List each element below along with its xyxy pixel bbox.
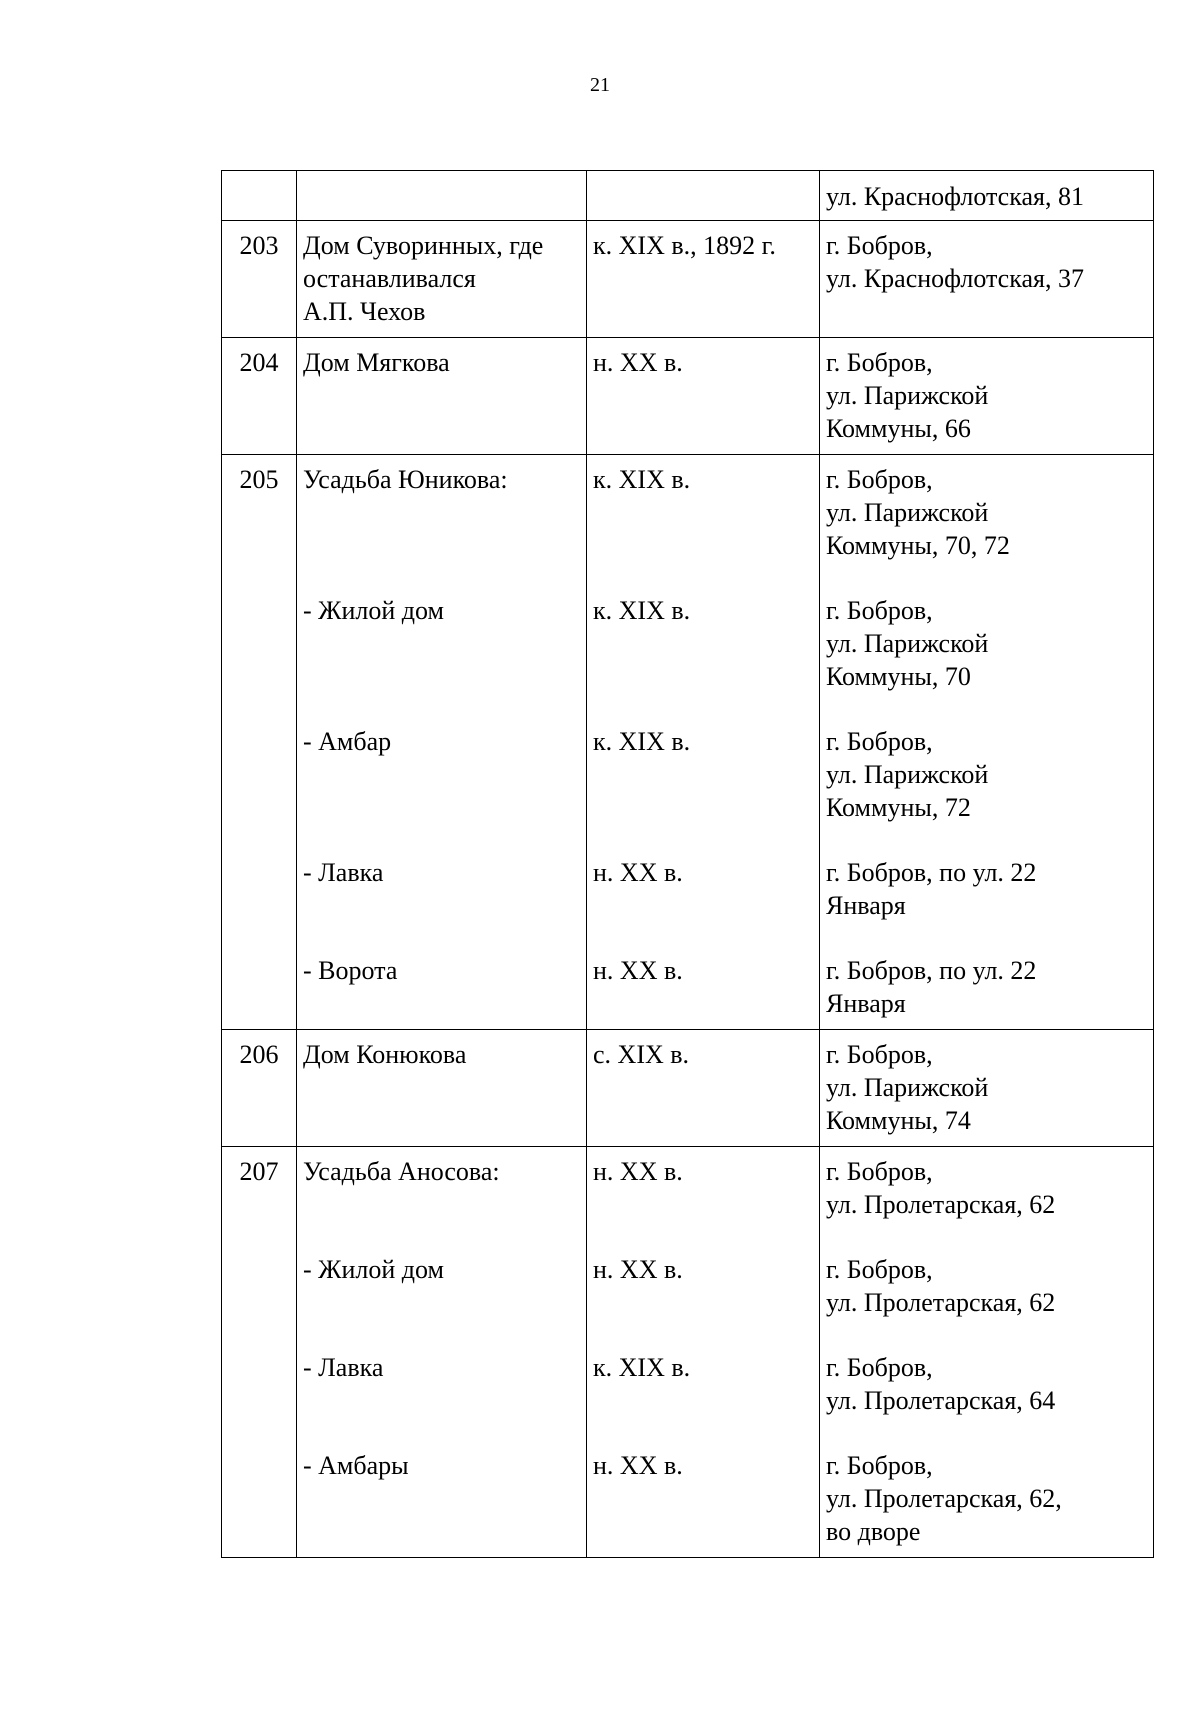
entry-block — [303, 346, 581, 445]
address-line: г. Бобров, по ул. 22 — [826, 956, 1037, 985]
object-name-line: Дом Конюкова — [303, 1040, 467, 1069]
address-line: ул. Краснофлотская, 81 — [826, 182, 1084, 211]
object-number: 203 — [239, 231, 279, 260]
object-name-cell — [297, 1147, 587, 1558]
address-line: ул. Пролетарская, 64 — [826, 1386, 1056, 1415]
address-line: г. Бобров, — [826, 1451, 933, 1480]
object-address-cell — [820, 1147, 1154, 1558]
entry-block — [303, 463, 581, 562]
entry-block — [593, 1155, 814, 1221]
object-name-cell — [297, 338, 587, 455]
object-date-cell — [587, 338, 820, 455]
object-date-line: к. XIX в. — [593, 465, 691, 494]
entry-block — [826, 594, 1148, 693]
entry-block — [826, 725, 1148, 824]
address-line: г. Бобров, — [826, 231, 933, 260]
entry-block — [593, 594, 814, 693]
address-line: ул. Пролетарская, 62, — [826, 1484, 1062, 1513]
entry-block — [593, 1038, 814, 1137]
entry-block — [826, 1155, 1148, 1221]
entry-block — [593, 463, 814, 562]
table-row — [222, 1030, 1154, 1147]
object-number: 205 — [239, 465, 279, 494]
object-date-line: н. XX в. — [593, 956, 683, 985]
entry-block — [593, 346, 814, 445]
object-address-cell — [820, 171, 1154, 221]
address-line: Коммуны, 66 — [826, 414, 971, 443]
object-date-line: н. XX в. — [593, 1157, 683, 1186]
object-number-cell — [222, 1030, 297, 1147]
entry-block — [826, 229, 1148, 328]
heritage-register-table — [221, 170, 1154, 1558]
table-row — [222, 338, 1154, 455]
address-line: Января — [826, 989, 906, 1018]
entry-block — [826, 346, 1148, 445]
object-name-line: Дом Мягкова — [303, 348, 450, 377]
entry-block — [826, 1038, 1148, 1137]
table-row-continuation — [222, 171, 1154, 221]
object-number: 207 — [239, 1157, 279, 1186]
address-line: Коммуны, 70 — [826, 662, 971, 691]
entry-block — [593, 229, 814, 328]
entry-block — [303, 954, 581, 1020]
entry-block — [826, 1253, 1148, 1319]
address-line: г. Бобров, — [826, 727, 933, 756]
entry-block — [826, 856, 1148, 922]
object-date-line: к. XIX в., 1892 г. — [593, 231, 776, 260]
address-line: ул. Парижской — [826, 760, 989, 789]
object-name-cell — [297, 1030, 587, 1147]
address-line: ул. Парижской — [826, 381, 989, 410]
address-line: г. Бобров, — [826, 1353, 933, 1382]
object-date-cell — [587, 455, 820, 1030]
entry-block — [303, 725, 581, 824]
object-name-line: Усадьба Юникова: — [303, 465, 508, 494]
page-number: 21 — [590, 74, 610, 96]
address-line: ул. Пролетарская, 62 — [826, 1288, 1056, 1317]
register-body — [222, 171, 1154, 1558]
entry-block — [303, 1351, 581, 1417]
entry-block — [303, 594, 581, 693]
entry-block — [826, 1351, 1148, 1417]
object-name-line: А.П. Чехов — [303, 297, 426, 326]
object-date-line: н. XX в. — [593, 1255, 683, 1284]
entry-block — [826, 1449, 1148, 1548]
object-date-cell — [587, 221, 820, 338]
address-line: г. Бобров, — [826, 596, 933, 625]
entry-block — [303, 229, 581, 328]
object-name-line: Усадьба Аносова: — [303, 1157, 500, 1186]
entry-block — [303, 856, 581, 922]
object-number: 206 — [239, 1040, 279, 1069]
entry-block — [593, 856, 814, 922]
object-number-cell — [222, 171, 297, 221]
entry-block — [303, 1449, 581, 1548]
object-date-line: н. XX в. — [593, 858, 683, 887]
address-line: г. Бобров, по ул. 22 — [826, 858, 1037, 887]
object-date-cell — [587, 171, 820, 221]
entry-block — [303, 1155, 581, 1221]
object-date-line: с. XIX в. — [593, 1040, 690, 1069]
address-line: Коммуны, 72 — [826, 793, 971, 822]
object-address-cell — [820, 1030, 1154, 1147]
address-line: г. Бобров, — [826, 1040, 933, 1069]
object-address-cell — [820, 338, 1154, 455]
object-name-cell — [297, 171, 587, 221]
table-row — [222, 1147, 1154, 1558]
table-row — [222, 455, 1154, 1030]
object-number-cell — [222, 221, 297, 338]
entry-block — [826, 463, 1148, 562]
object-number-cell — [222, 1147, 297, 1558]
object-name-cell — [297, 221, 587, 338]
object-name-line: останавливался — [303, 264, 476, 293]
object-date-line: к. XIX в. — [593, 596, 691, 625]
object-address-cell — [820, 221, 1154, 338]
address-line: Января — [826, 891, 906, 920]
address-line: Коммуны, 74 — [826, 1106, 971, 1135]
address-line: г. Бобров, — [826, 465, 933, 494]
address-line: г. Бобров, — [826, 1255, 933, 1284]
entry-block — [303, 1038, 581, 1137]
object-number-cell — [222, 455, 297, 1030]
entry-block — [593, 1351, 814, 1417]
object-date-line: к. XIX в. — [593, 727, 691, 756]
object-date-cell — [587, 1147, 820, 1558]
address-line: ул. Парижской — [826, 498, 989, 527]
object-name-line: - Амбар — [303, 727, 392, 756]
address-line: г. Бобров, — [826, 1157, 933, 1186]
object-name-line: - Ворота — [303, 956, 398, 985]
object-name-line: Дом Суворинных, где — [303, 231, 544, 260]
object-date-cell — [587, 1030, 820, 1147]
object-name-line: - Лавка — [303, 1353, 384, 1382]
object-name-cell — [297, 455, 587, 1030]
entry-block — [593, 1449, 814, 1548]
object-number: 204 — [239, 348, 279, 377]
address-line: г. Бобров, — [826, 348, 933, 377]
table-row — [222, 221, 1154, 338]
object-name-line: - Лавка — [303, 858, 384, 887]
object-date-line: к. XIX в. — [593, 1353, 691, 1382]
address-line: ул. Краснофлотская, 37 — [826, 264, 1084, 293]
entry-block — [593, 954, 814, 1020]
entry-block — [593, 1253, 814, 1319]
object-number-cell — [222, 338, 297, 455]
entry-block — [826, 954, 1148, 1020]
object-name-line: - Жилой дом — [303, 596, 444, 625]
address-line: во дворе — [826, 1517, 921, 1546]
address-line: ул. Пролетарская, 62 — [826, 1190, 1056, 1219]
object-date-line: н. XX в. — [593, 1451, 683, 1480]
address-line: Коммуны, 70, 72 — [826, 531, 1010, 560]
address-line: ул. Парижской — [826, 1073, 989, 1102]
entry-block — [303, 1253, 581, 1319]
address-line: ул. Парижской — [826, 629, 989, 658]
object-address-cell — [820, 455, 1154, 1030]
object-name-line: - Амбары — [303, 1451, 409, 1480]
object-date-line: н. XX в. — [593, 348, 683, 377]
object-name-line: - Жилой дом — [303, 1255, 444, 1284]
entry-block — [593, 725, 814, 824]
